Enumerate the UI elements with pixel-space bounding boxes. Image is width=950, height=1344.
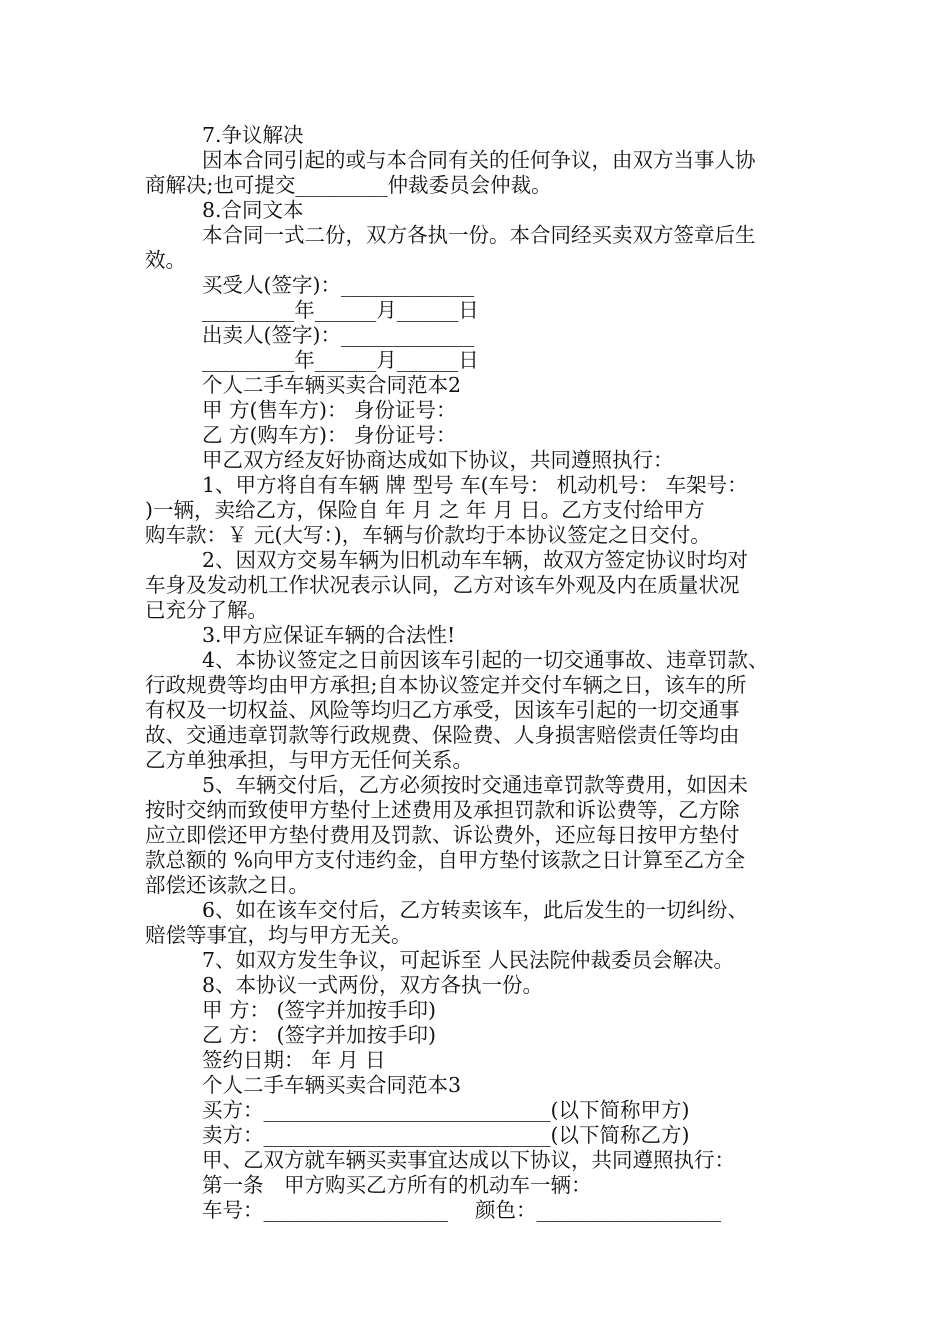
date-line: _________年______月______日: [202, 348, 479, 372]
clause-line: 按时交纳而致使甲方垫付上述费用及承担罚款和诉讼费等，乙方除: [145, 798, 740, 822]
clause-line: 购车款：￥ 元(大写：)，车辆与价款均于本协议签定之日交付。: [145, 523, 711, 547]
clause-line: 故、交通违章罚款等行政规费、保险费、人身损害赔偿责任等均由: [145, 723, 740, 747]
article-line: 第一条 甲方购买乙方所有的机动车一辆：: [202, 1173, 592, 1197]
clause-line: 行政规费等均由甲方承担;自本协议签定并交付车辆之日，该车的所: [145, 673, 747, 697]
clause-line: 部偿还该款之日。: [145, 873, 309, 897]
clause-line: 4、本协议签定之日前因该车引起的一切交通事故、违章罚款、: [202, 648, 769, 672]
signature-line: 甲 方： (签字并加按手印): [202, 998, 437, 1022]
date-line: 签约日期： 年 月 日: [202, 1048, 386, 1072]
clause-line: 乙方单独承担，与甲方无任何关系。: [145, 748, 473, 772]
clause-line: 1、甲方将自有车辆 牌 型号 车(车号： 机动机号： 车架号：: [202, 473, 748, 497]
paragraph-line: 因本合同引起的或与本合同有关的任何争议，由双方当事人协: [202, 148, 756, 172]
clause-line: 已充分了解。: [145, 598, 268, 622]
paragraph-line: 甲、乙双方就车辆买卖事宜达成以下协议，共同遵照执行：: [202, 1148, 735, 1172]
paragraph-line: 效。: [145, 248, 186, 272]
paragraph-line: 甲乙双方经友好协商达成如下协议，共同遵照执行：: [202, 448, 674, 472]
section-heading: 7.争议解决: [202, 123, 304, 147]
paragraph-line: 商解决;也可提交_________仲裁委员会仲裁。: [145, 173, 552, 197]
party-line: 乙 方(购车方)： 身份证号：: [202, 423, 457, 447]
date-line: _________年______月______日: [202, 298, 479, 322]
clause-line: )一辆，卖给乙方，保险自 年 月 之 年 月 日。乙方支付给甲方: [145, 498, 705, 522]
clause-line: 6、如在该车交付后，乙方转卖该车，此后发生的一切纠纷、: [202, 898, 749, 922]
clause-line: 3.甲方应保证车辆的合法性!: [202, 623, 456, 647]
clause-line: 有权及一切权益、风险等均归乙方承受，因该车引起的一切交通事: [145, 698, 740, 722]
contract-title: 个人二手车辆买卖合同范本3: [202, 1073, 462, 1097]
paragraph-line: 本合同一式二份，双方各执一份。本合同经买卖双方签章后生: [202, 223, 756, 247]
signature-line: 乙 方： (签字并加按手印): [202, 1023, 437, 1047]
signature-line: 买受人(签字)：_____________: [202, 273, 475, 297]
clause-line: 车身及发动机工作状况表示认同，乙方对该车外观及内在质量状况: [145, 573, 740, 597]
clause-line: 7、如双方发生争议，可起诉至 人民法院仲裁委员会解决。: [202, 948, 735, 972]
contract-title: 个人二手车辆买卖合同范本2: [202, 373, 462, 397]
clause-line: 款总额的 %向甲方支付违约金，自甲方垫付该款之日计算至乙方全: [145, 848, 745, 872]
party-line: 卖方：____________________________(以下简称乙方): [202, 1123, 690, 1147]
party-line: 买方：____________________________(以下简称甲方): [202, 1098, 690, 1122]
clause-line: 5、车辆交付后，乙方必须按时交通违章罚款等费用，如因未: [202, 773, 749, 797]
clause-line: 8、本协议一式两份，双方各执一份。: [202, 973, 544, 997]
section-heading: 8.合同文本: [202, 198, 304, 222]
clause-line: 应立即偿还甲方垫付费用及罚款、诉讼费外，还应每日按甲方垫付: [145, 823, 740, 847]
clause-line: 2、因双方交易车辆为旧机动车车辆，故双方签定协议时均对: [202, 548, 749, 572]
party-line: 甲 方(售车方)： 身份证号：: [202, 398, 457, 422]
vehicle-field-line: 车号：__________________ 颜色：__________________: [202, 1198, 722, 1222]
clause-line: 赔偿等事宜，均与甲方无关。: [145, 923, 412, 947]
signature-line: 出卖人(签字)：_____________: [202, 323, 475, 347]
